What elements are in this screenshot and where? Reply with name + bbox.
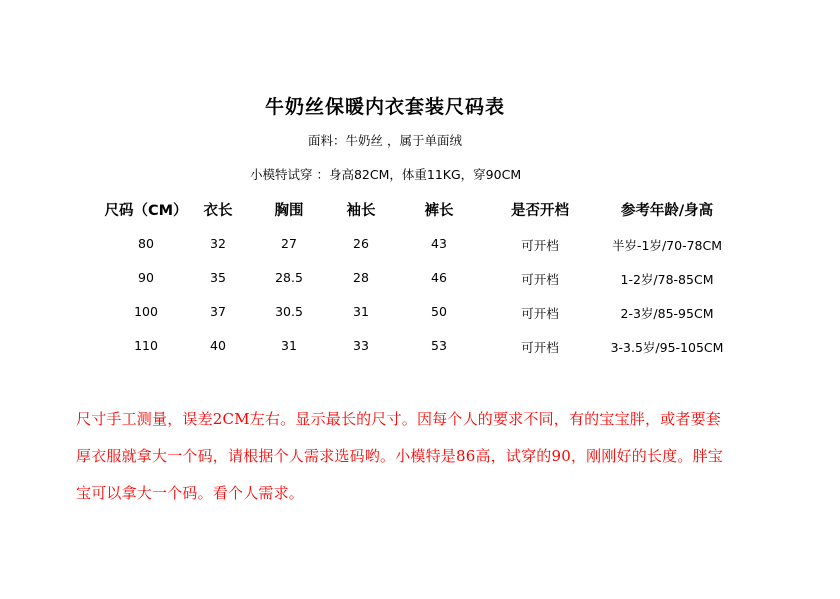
age-height-value: 1-2岁/78-85CM [620, 272, 714, 287]
pants-length-value: 53 [431, 338, 447, 353]
sleeve-length-value: 28 [353, 270, 369, 285]
pants-length-value: 50 [431, 304, 447, 319]
chest-value: 31 [281, 338, 297, 353]
header-pants-length: 裤长 [424, 203, 454, 219]
open-crotch-value: 可开档 [521, 340, 559, 355]
size-value: 110 [134, 338, 158, 353]
note-line: 厚衣服就拿大一个码，请根据个人需求选码哟。小模特是86高，试穿的90，刚刚好的长度。胖宝 [76, 447, 723, 465]
measurement-note [76, 401, 776, 512]
fabric-info: 面料：牛奶丝 ，属于单面绒 [308, 133, 462, 148]
age-height-value: 半岁-1岁/70-78CM [611, 238, 723, 253]
open-crotch-value: 可开档 [521, 238, 559, 253]
chest-value: 28.5 [275, 270, 303, 285]
size-value: 100 [134, 304, 158, 319]
top-length-value: 37 [210, 304, 226, 319]
header-top-length: 衣长 [203, 203, 233, 219]
model-fitting-info: 小模特试穿 ：身高82CM，体重11KG，穿90CM [250, 167, 522, 182]
note-line: 尺寸手工测量，误差2CM左右。显示最长的尺寸。因每个人的要求不同，有的宝宝胖，或者要套 [76, 410, 721, 428]
top-length-value: 35 [210, 270, 226, 285]
chest-value: 27 [281, 236, 297, 251]
header-size: 尺码（CM） [104, 203, 188, 219]
size-value: 80 [138, 236, 154, 251]
pants-length-value: 43 [431, 236, 447, 251]
header-chest: 胸围 [274, 203, 304, 219]
sleeve-length-value: 33 [353, 338, 369, 353]
note-line: 宝可以拿大一个码。看个人需求。 [76, 484, 305, 502]
header-sleeve-length: 袖长 [346, 203, 376, 219]
top-length-value: 32 [210, 236, 226, 251]
header-age-height: 参考年龄/身高 [620, 203, 714, 219]
size-value: 90 [138, 270, 154, 285]
sleeve-length-value: 26 [353, 236, 369, 251]
header-open-crotch: 是否开档 [511, 203, 569, 219]
open-crotch-value: 可开档 [521, 306, 559, 321]
age-height-value: 2-3岁/85-95CM [620, 306, 714, 321]
chest-value: 30.5 [275, 304, 303, 319]
age-height-value: 3-3.5岁/95-105CM [610, 340, 724, 355]
top-length-value: 40 [210, 338, 226, 353]
sleeve-length-value: 31 [353, 304, 369, 319]
page-title: 牛奶丝保暖内衣套装尺码表 [264, 96, 505, 118]
open-crotch-value: 可开档 [521, 272, 559, 287]
pants-length-value: 46 [431, 270, 447, 285]
